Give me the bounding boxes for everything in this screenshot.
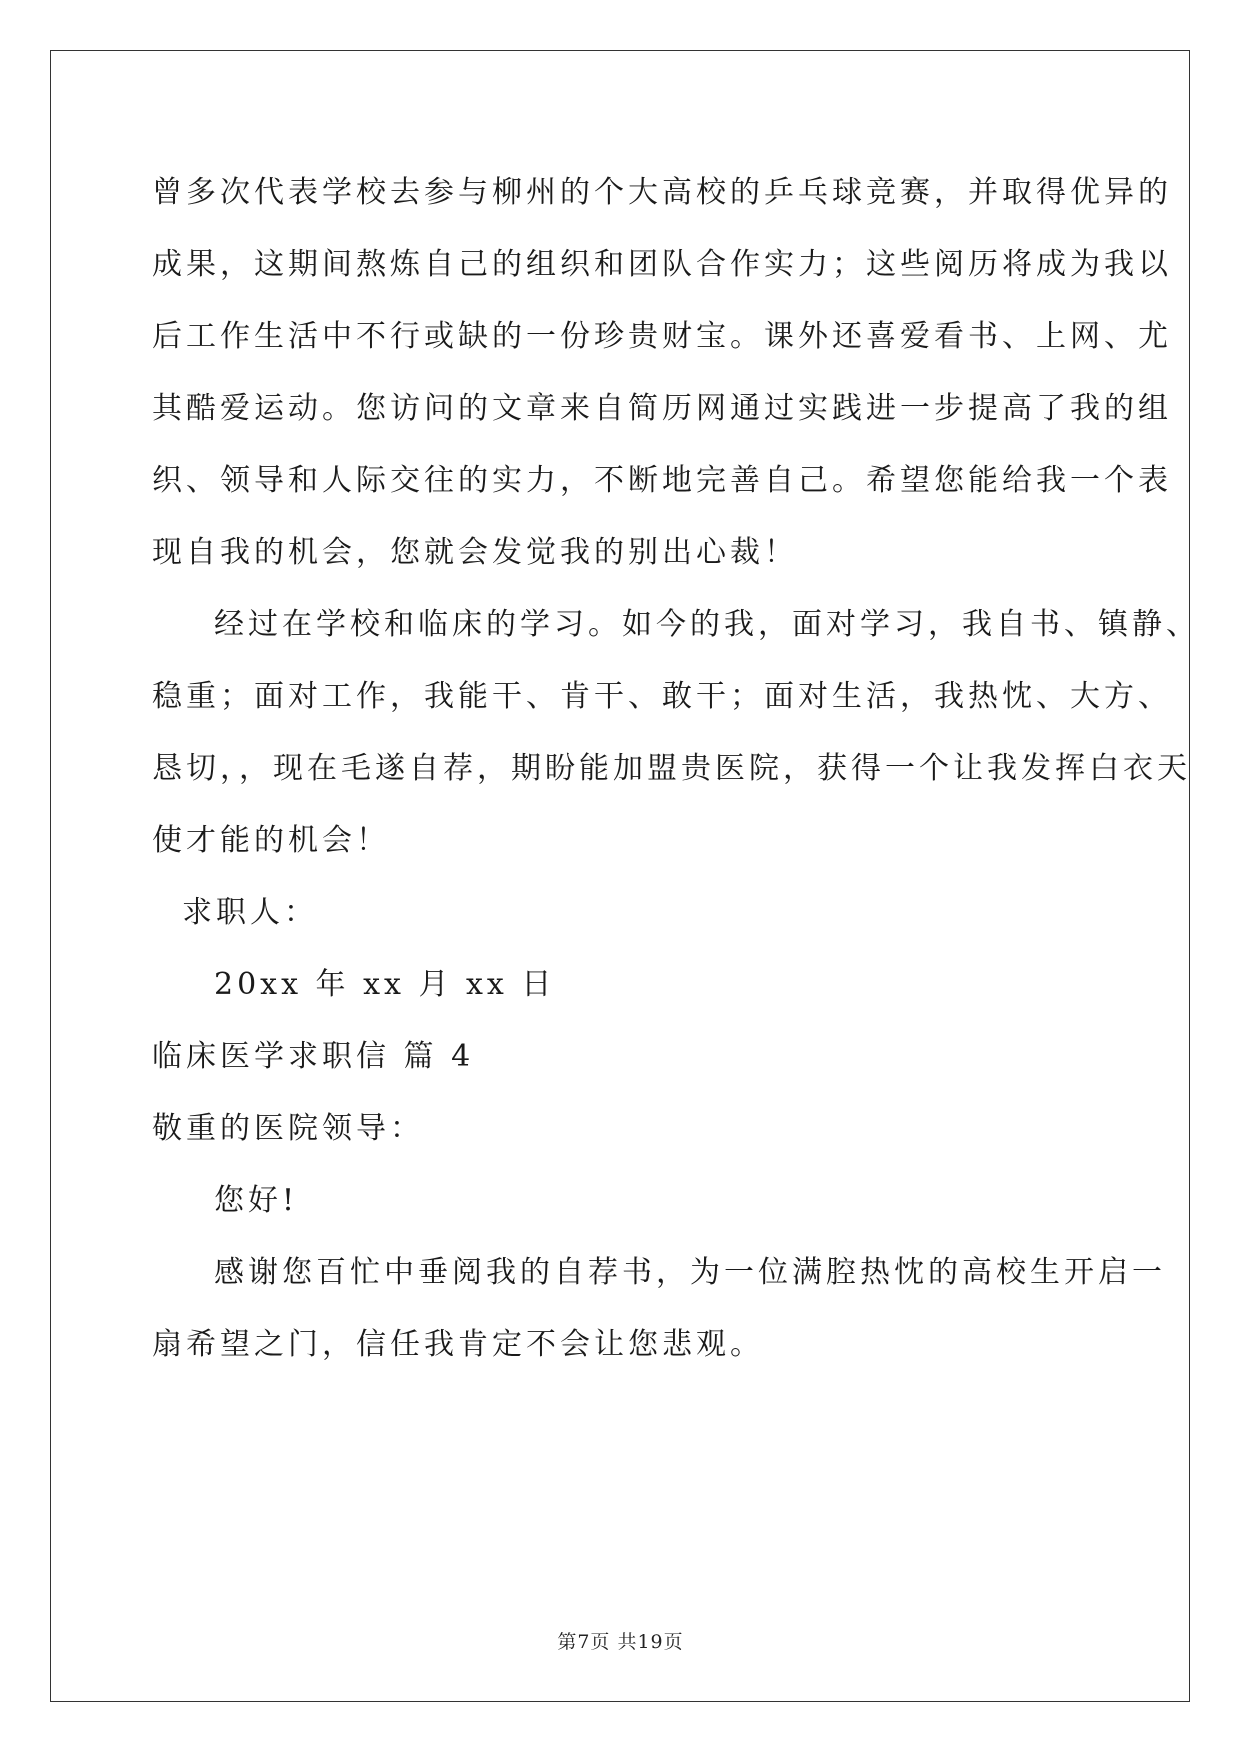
text-line-9: 恳切，，现在毛遂自荐，期盼能加盟贵医院，获得一个让我发挥白衣天 [152,751,1191,786]
text-line-4: 其酷爱运动。您访问的文章来自简历网通过实践进一步提高了我的组 [152,391,1172,426]
section-heading: 临床医学求职信 篇 4 [152,1039,475,1074]
greeting: 您好! [214,1183,299,1218]
salutation: 敬重的医院领导： [152,1111,424,1146]
text-line-5: 织、领导和人际交往的实力，不断地完善自己。希望您能给我一个表 [152,463,1172,498]
text-line-2: 成果，这期间熬炼自己的组织和团队合作实力；这些阅历将成为我以 [152,247,1172,282]
text-line-10: 使才能的机会！ [152,823,390,858]
applicant-label: 求职人： [182,895,318,930]
text-line-6: 现自我的机会，您就会发觉我的别出心裁！ [152,535,798,570]
text-line-8: 稳重；面对工作，我能干、肯干、敢干；面对生活，我热忱、大方、 [152,679,1172,714]
text-line-16: 感谢您百忙中垂阅我的自荐书，为一位满腔热忱的高校生开启一 [214,1255,1166,1290]
page-number-footer: 第7页 共19页 [557,1631,684,1653]
text-line-3: 后工作生活中不行或缺的一份珍贵财宝。课外还喜爱看书、上网、尤 [152,319,1172,354]
text-line-1: 曾多次代表学校去参与柳州的个大高校的乒乓球竞赛，并取得优异的 [152,175,1172,210]
text-line-17: 扇希望之门，信任我肯定不会让您悲观。 [152,1327,764,1362]
date-line: 20xx 年 xx 月 xx 日 [214,967,556,1002]
page-border [50,50,1190,1702]
text-line-7: 经过在学校和临床的学习。如今的我，面对学习，我自书、镇静、 [214,607,1200,642]
